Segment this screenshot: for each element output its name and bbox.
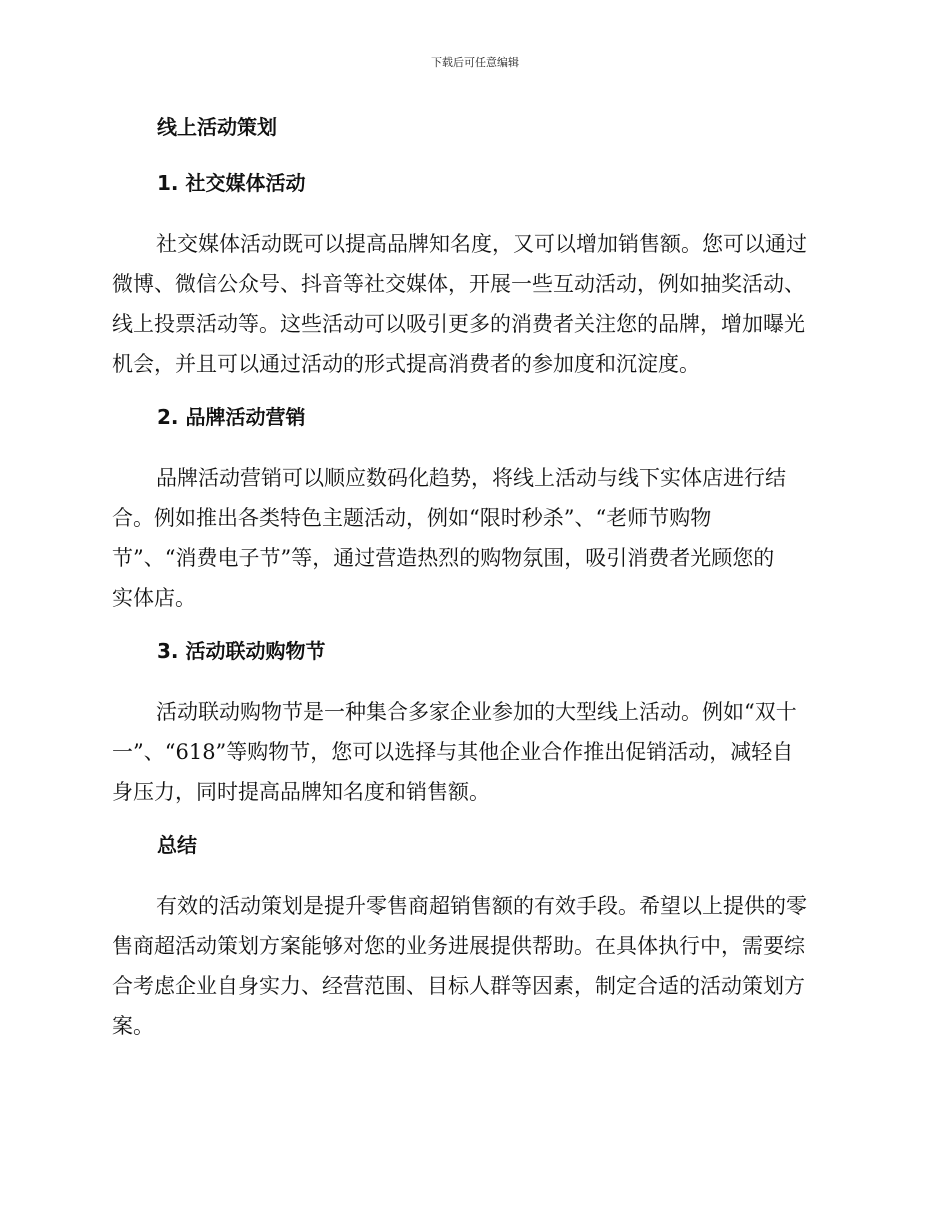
paragraph-line: 节”、“消费电子节”等，通过营造热烈的购物氛围，吸引消费者光顾您的 [112,546,775,570]
paragraph-line: 身压力，同时提高品牌知名度和销售额。 [112,780,490,804]
paragraph-social-media [112,224,840,384]
heading-brand-marketing: 2. 品牌活动营销 [157,405,306,429]
paragraph-line: 微博、微信公众号、抖音等社交媒体，开展一些互动活动，例如抽奖活动、 [112,272,805,296]
paragraph-line: 线上投票活动等。这些活动可以吸引更多的消费者关注您的品牌，增加曝光 [112,312,805,336]
paragraph-line: 品牌活动营销可以顺应数码化趋势，将线上活动与线下实体店进行结 [156,466,786,490]
paragraph-line: 实体店。 [112,586,196,610]
document-body [112,112,840,1064]
paragraph-line: 有效的活动策划是提升零售商超销售额的有效手段。希望以上提供的零 [156,894,807,918]
paragraph-line: 售商超活动策划方案能够对您的业务进展提供帮助。在具体执行中，需要综 [112,934,805,958]
heading-shopping-festival: 3. 活动联动购物节 [157,639,326,663]
paragraph-line: 合。例如推出各类特色主题活动，例如“限时秒杀”、“老师节购物 [112,506,712,530]
paragraph-line: 活动联动购物节是一种集合多家企业参加的大型线上活动。例如“双十 [156,700,797,724]
heading-online-planning: 线上活动策划 [157,115,277,139]
heading-social-media: 1. 社交媒体活动 [157,171,306,195]
heading-summary: 总结 [157,833,197,857]
paragraph-line: 合考虑企业自身实力、经营范围、目标人群等因素，制定合适的活动策划方 [112,974,805,998]
paragraph-shopping-festival [112,692,840,812]
paragraph-line: 社交媒体活动既可以提高品牌知名度，又可以增加销售额。您可以通过 [156,232,807,256]
paragraph-line: 案。 [112,1014,154,1038]
paragraph-line: 机会，并且可以通过活动的形式提高消费者的参加度和沉淀度。 [112,352,700,376]
header-note: 下载后可任意编辑 [431,56,519,69]
paragraph-summary [112,886,840,1046]
paragraph-brand-marketing [112,458,840,618]
paragraph-line: 一”、“618”等购物节，您可以选择与其他企业合作推出促销活动，减轻自 [112,740,794,764]
